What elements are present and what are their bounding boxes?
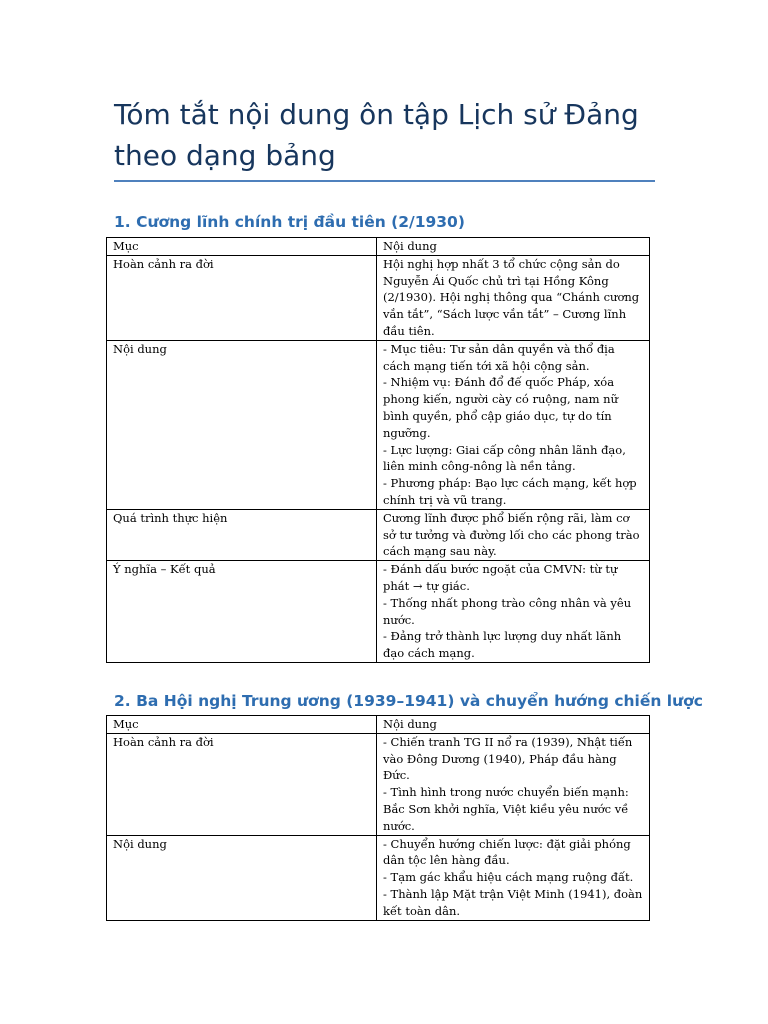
table-header-row (107, 238, 650, 256)
table-row (107, 733, 650, 835)
table-row (107, 835, 650, 920)
table-row (107, 255, 650, 340)
table-row (107, 561, 650, 663)
summary-table-1 (106, 237, 650, 663)
content-line: - Đánh dấu bước ngoặt của CMVN: từ tự phát → tự giác. (383, 562, 618, 593)
content-line: - Lực lượng: Giai cấp công nhân lãnh đạo, liên minh công-nông là nền tảng. (383, 442, 626, 474)
table-header-row (107, 716, 650, 734)
row-content (377, 509, 650, 560)
section-heading-1: 1. Cương lĩnh chính trị đầu tiên (2/1930) (114, 213, 465, 231)
section-heading-2: 2. Ba Hội nghị Trung ương (1939–1941) và chuyển hướng chiến lược (114, 692, 703, 710)
column-header-item: Mục (107, 716, 377, 734)
column-header-content: Nội dung (377, 716, 650, 734)
content-line: - Phương pháp: Bạo lực cách mạng, kết hợp chính trị và vũ trang. (383, 476, 637, 507)
row-label: Nội dung (107, 835, 377, 920)
content-line: - Thành lập Mặt trận Việt Minh (1941), đoàn kết toàn dân. (383, 886, 643, 918)
table-row (107, 340, 650, 509)
content-line: - Chuyển hướng chiến lược: đặt giải phóng dân tộc lên hàng đầu. (383, 836, 631, 868)
content-line: - Tạm gác khẩu hiệu cách mạng ruộng đất. (383, 870, 634, 885)
content-line: - Chiến tranh TG II nổ ra (1939), Nhật tiến vào Đông Dương (1940), Pháp đầu hàng Đức. (383, 734, 633, 783)
row-label: Nội dung (107, 340, 377, 509)
content-line: Cương lĩnh được phổ biến rộng rãi, làm cơ sở tư tưởng và đường lối cho các phong trào cách mạng sau này. (383, 510, 640, 559)
row-content (377, 733, 650, 835)
row-content (377, 835, 650, 920)
title-underline (114, 180, 655, 182)
summary-table-2 (106, 715, 650, 921)
row-label: Hoàn cảnh ra đời (107, 733, 377, 835)
row-label: Hoàn cảnh ra đời (107, 255, 377, 340)
column-header-item: Mục (107, 238, 377, 256)
document-title: Tóm tắt nội dung ôn tập Lịch sử Đảng theo dạng bảng (114, 98, 639, 172)
row-label: Quá trình thực hiện (107, 509, 377, 560)
content-line: - Đảng trở thành lực lượng duy nhất lãnh đạo cách mạng. (383, 629, 622, 661)
content-line: - Thống nhất phong trào công nhân và yêu nước. (383, 595, 632, 627)
content-line: - Mục tiêu: Tư sản dân quyền và thổ địa cách mạng tiến tới xã hội cộng sản. (383, 341, 615, 373)
row-content (377, 561, 650, 663)
content-line: - Tình hình trong nước chuyển biến mạnh: Bắc Sơn khởi nghĩa, Việt kiều yêu nước về nước. (383, 785, 629, 833)
row-content (377, 255, 650, 340)
column-header-content: Nội dung (377, 238, 650, 256)
row-label: Ý nghĩa – Kết quả (107, 561, 377, 663)
content-line: Hội nghị hợp nhất 3 tổ chức cộng sản do Nguyễn Ái Quốc chủ trì tại Hồng Kông (2/1930). Hội nghị thông qua “Chánh cương vắn tắt”, “Sách lược vắn tắt” – Cương lĩnh đầu tiên. (383, 256, 640, 338)
table-row (107, 509, 650, 560)
row-content (377, 340, 650, 509)
content-line: - Nhiệm vụ: Đánh đổ đế quốc Pháp, xóa phong kiến, người cày có ruộng, nam nữ bình quyền, phổ cập giáo dục, tự do tín ngưỡng. (383, 375, 618, 440)
